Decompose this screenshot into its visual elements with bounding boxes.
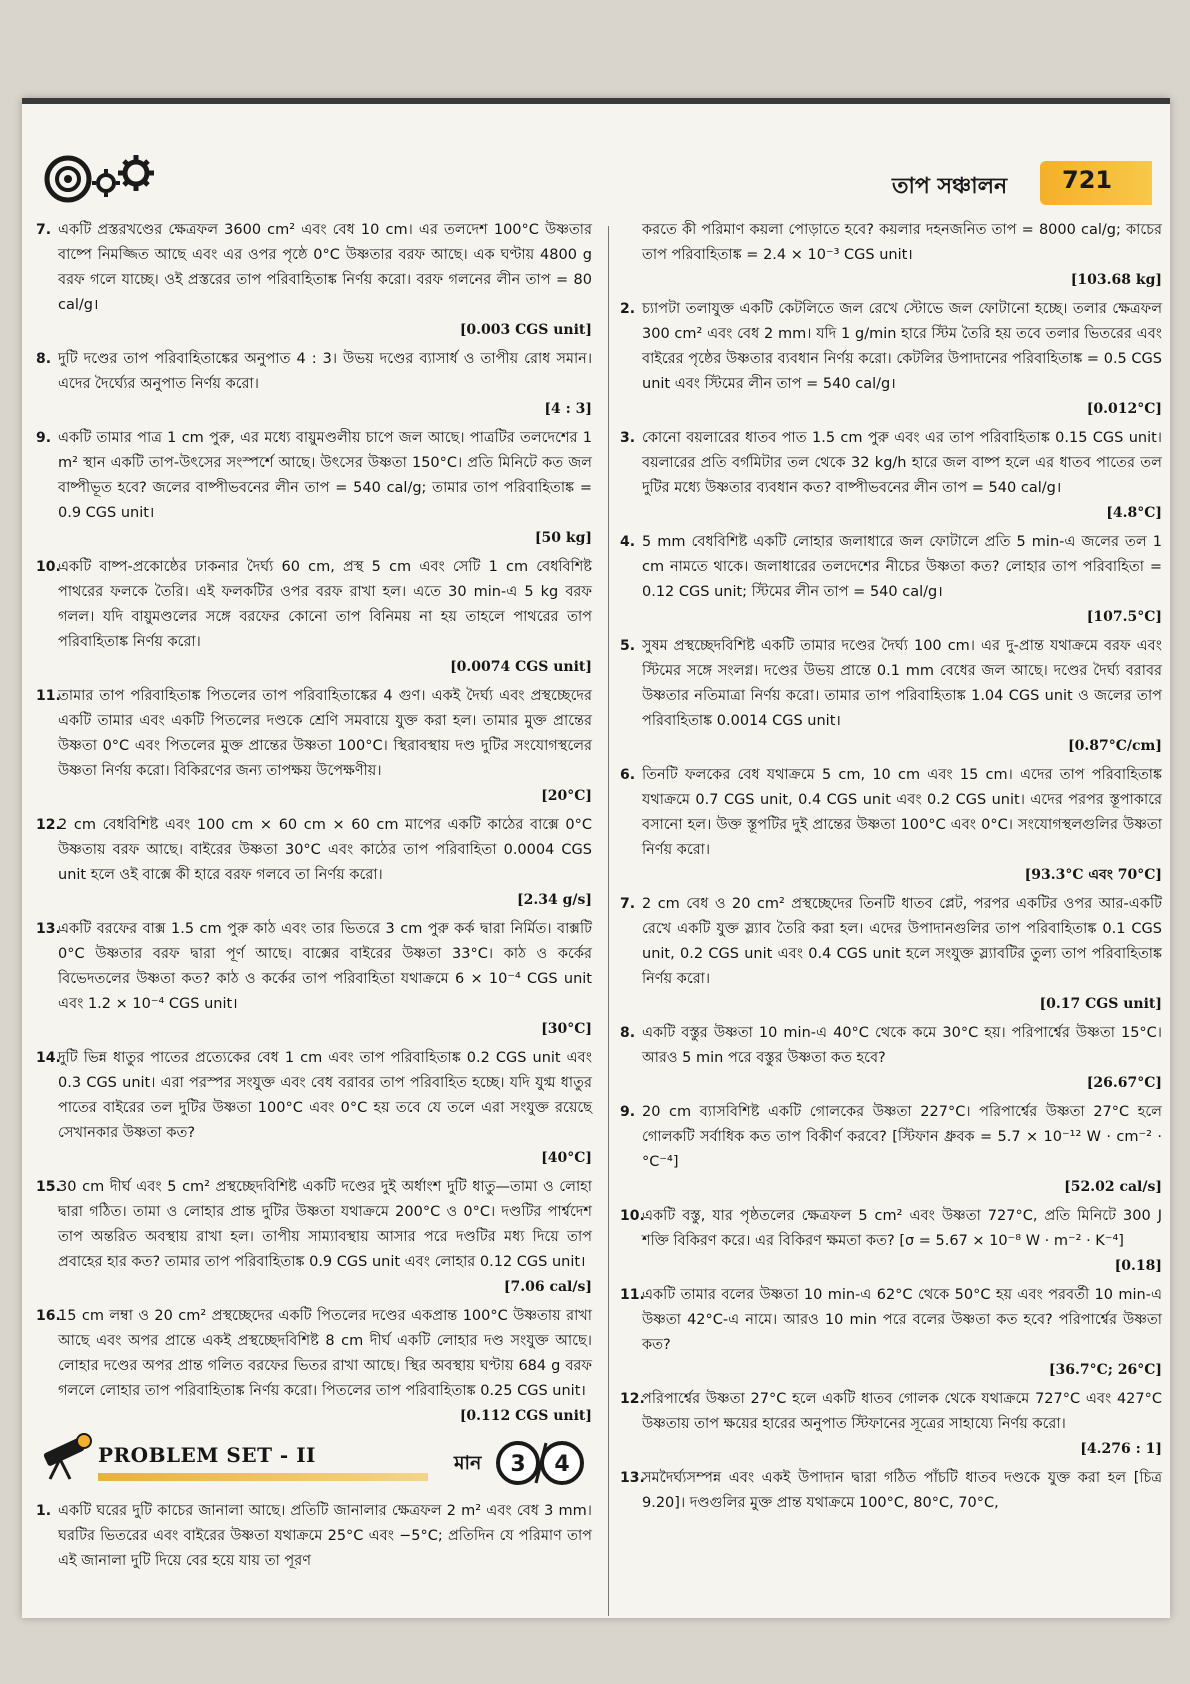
problem-item xyxy=(36,555,592,680)
problem-number: 12. xyxy=(36,817,61,833)
problem-number: 13. xyxy=(36,921,61,937)
problem-item xyxy=(36,813,592,913)
problem-text: একটি তামার বলের উষ্ণতা 10 min-এ 62°C থেকে 50°C হয় এবং পরবর্তী 10 min-এ উষ্ণতা 42°C-এ নামে। আরও 10 min পরে বলের উষ্ণতা কত হবে? পরিপার্শ্বের উষ্ণতা কত? xyxy=(642,1287,1162,1353)
marks-badge xyxy=(496,1439,586,1487)
head-gears-logo-icon xyxy=(44,153,164,205)
marks-value-b: 4 xyxy=(554,1452,570,1477)
problem-answer: [0.112 CGS unit] xyxy=(459,1408,592,1424)
problem-text: একটি বস্তু, যার পৃষ্ঠতলের ক্ষেত্রফল 5 cm² এবং উষ্ণতা 727°C, প্রতি মিনিটে 300 J শক্তি বিকিরণ করে। এর বিকিরণ ক্ষমতা কত? [σ = 5.67 × 10⁻⁸ W · m⁻² · K⁻⁴] xyxy=(642,1208,1162,1249)
problem-set-underline xyxy=(98,1473,428,1481)
problem-answer: [26.67°C] xyxy=(1086,1075,1162,1091)
problem-answer: [52.02 cal/s] xyxy=(1064,1179,1162,1195)
problem-number: 8. xyxy=(620,1025,636,1041)
problem-text: একটি তামার পাত্র 1 cm পুরু, এর মধ্যে বায়ুমণ্ডলীয় চাপে জল আছে। পাত্রটির তলদেশের 1 m² স্থান একটি তাপ-উৎসের সংস্পর্শে আছে। উৎসের উষ্ণতা 150°C। প্রতি মিনিটে কত জল বাষ্পীভূত হবে? জলের বাষ্পীভবনের লীন তাপ = 540 cal/g; তামার তাপ পরিবাহিতাঙ্ক = 0.9 CGS unit। xyxy=(58,430,592,521)
problem-answer: [36.7°C; 26°C] xyxy=(1048,1362,1162,1378)
left-column xyxy=(36,218,592,1578)
problem-answer: [107.5°C] xyxy=(1086,609,1162,625)
problem-number: 10. xyxy=(36,559,61,575)
problem-text: 30 cm দীর্ঘ এবং 5 cm² প্রস্থচ্ছেদবিশিষ্ট একটি দণ্ডের দুই অর্ধাংশ দুটি ধাতু—তামা ও লোহা দ্বারা গঠিত। তামা ও লোহার প্রান্ত দুটির উষ্ণতা যথাক্রমে 200°C ও 0°C। দণ্ডটির পার্শ্বদেশ তাপ অন্তরিত অবস্থায় রাখা হল। তাপীয় সাম্যাবস্থায় আসার পরে দণ্ডটির মধ্য দিয়ে তাপ প্রবাহের হার কত? তামার তাপ পরিবাহিতাঙ্ক 0.9 CGS unit এবং লোহার 0.12 CGS unit। xyxy=(58,1179,592,1270)
page-number: 721 xyxy=(1062,166,1113,194)
problem-answer: [2.34 g/s] xyxy=(516,892,592,908)
problem-number: 10. xyxy=(620,1208,645,1224)
problem-text: তিনটি ফলকের বেধ যথাক্রমে 5 cm, 10 cm এবং 15 cm। এদের তাপ পরিবাহিতাঙ্ক যথাক্রমে 0.7 CGS unit, 0.4 CGS unit এবং 0.2 CGS unit। এদের পরপর স্তূপাকারে বসানো হল। উক্ত স্তূপটির দুই প্রান্তের উষ্ণতা 100°C এবং 0°C। সংযোগস্থলগুলির উষ্ণতা নির্ণয় করো। xyxy=(642,767,1162,858)
book-page xyxy=(22,98,1170,1618)
telescope-icon xyxy=(36,1433,96,1483)
problem-answer: [0.87°C/cm] xyxy=(1068,738,1162,754)
problem-item xyxy=(36,218,592,343)
problem-answer: [0.0074 CGS unit] xyxy=(450,659,592,675)
problem-text: 15 cm লম্বা ও 20 cm² প্রস্থচ্ছেদের একটি পিতলের দণ্ডের একপ্রান্ত 100°C উষ্ণতায় রাখা আছে এবং অপর প্রান্তে একই প্রস্থচ্ছেদবিশিষ্ট 8 cm দীর্ঘ একটি লোহার দণ্ড সংযুক্ত আছে। লোহার দণ্ডের অপর প্রান্ত গলিত বরফের ভিতর রাখা আছে। স্থির অবস্থায় ঘণ্টায় 684 g বরফ গললে লোহার তাপ পরিবাহিতাঙ্ক নির্ণয় করো। পিতলের তাপ পরিবাহিতাঙ্ক 0.25 CGS unit। xyxy=(58,1308,592,1399)
problem-item xyxy=(620,1466,1162,1516)
problem-text: করতে কী পরিমাণ কয়লা পোড়াতে হবে? কয়লার দহনজনিত তাপ = 8000 cal/g; কাচের তাপ পরিবাহিতাঙ্ক = 2.4 × 10⁻³ CGS unit। xyxy=(642,222,1162,263)
marks-value-a: 3 xyxy=(510,1452,526,1477)
problem-answer: [4 : 3] xyxy=(544,401,592,417)
page-header xyxy=(22,153,1170,213)
problem-answer: [50 kg] xyxy=(534,530,592,546)
problem-answer: [7.06 cal/s] xyxy=(503,1279,592,1295)
problem-number: 14. xyxy=(36,1050,61,1066)
problem-number: 16. xyxy=(36,1308,61,1324)
problem-answer: [93.3°C এবং 70°C] xyxy=(1024,867,1162,883)
problem-text: পরিপার্শ্বের উষ্ণতা 27°C হলে একটি ধাতব গোলক থেকে যথাক্রমে 727°C এবং 427°C উষ্ণতায় তাপ ক্ষয়ের হারের অনুপাত স্টিফানের সূত্রের সাহায্যে নির্ণয় করো। xyxy=(642,1391,1162,1432)
problem-number: 11. xyxy=(36,688,61,704)
problem-item xyxy=(36,684,592,809)
problem-item xyxy=(36,426,592,551)
problem-answer: [0.012°C] xyxy=(1086,401,1162,417)
problem-number: 7. xyxy=(36,222,52,238)
problem-answer: [30°C] xyxy=(541,1021,592,1037)
problem-text: একটি প্রস্তরখণ্ডের ক্ষেত্রফল 3600 cm² এবং বেধ 10 cm। এর তলদেশ 100°C উষ্ণতার বাষ্পে নিমজ্জিত আছে এবং এর ওপর পৃষ্ঠে 0°C উষ্ণতার বরফ আছে। এক ঘণ্টায় 4800 g বরফ গলে যাচ্ছে। ওই প্রস্তরের তাপ পরিবাহিতাঙ্ক নির্ণয় করো। বরফ গলনের লীন তাপ = 80 cal/g। xyxy=(58,222,592,313)
column-divider xyxy=(608,226,609,1616)
problem-number: 12. xyxy=(620,1391,645,1407)
problem-number: 6. xyxy=(620,767,636,783)
problem-item xyxy=(36,347,592,422)
problem-text: একটি বরফের বাক্স 1.5 cm পুরু কাঠ এবং তার ভিতরে 3 cm পুরু কর্ক দ্বারা নির্মিত। বাক্সটি 0°C উষ্ণতার বরফ দ্বারা পূর্ণ আছে। বাক্সের বাইরের উষ্ণতা 33°C। কাঠ ও কর্কের বিভেদতলের উষ্ণতা কত? কাঠ ও কর্কের তাপ পরিবাহিতা যথাক্রমে 6 × 10⁻⁴ CGS unit এবং 1.2 × 10⁻⁴ CGS unit। xyxy=(58,921,592,1012)
problem-number: 9. xyxy=(620,1104,636,1120)
problem-text: সুষম প্রস্থচ্ছেদবিশিষ্ট একটি তামার দণ্ডের দৈর্ঘ্য 100 cm। এর দু-প্রান্ত যথাক্রমে বরফ এবং স্টিমের সঙ্গে সংলগ্ন। দণ্ডের উভয় প্রান্তে 0.1 mm বেধের জল আছে। দণ্ডের দৈর্ঘ্য বরাবর উষ্ণতার নতিমাত্রা নির্ণয় করো। তামার তাপ পরিবাহিতাঙ্ক 1.04 CGS unit ও জলের তাপ পরিবাহিতাঙ্ক 0.0014 CGS unit। xyxy=(642,638,1162,729)
problem-answer: [40°C] xyxy=(541,1150,592,1166)
problem-item xyxy=(36,1046,592,1171)
problem-number: 7. xyxy=(620,896,636,912)
problem-set-title: PROBLEM SET - II xyxy=(98,1443,316,1467)
problem-item xyxy=(36,917,592,1042)
problem-text: 20 cm ব্যাসবিশিষ্ট একটি গোলকের উষ্ণতা 227°C। পরিপার্শ্বের উষ্ণতা 27°C হলে গোলকটি সর্বাধিক কত তাপ বিকীর্ণ করবে? [স্টিফান ধ্রুবক = 5.7 × 10⁻¹² W · cm⁻² · °C⁻⁴] xyxy=(642,1104,1162,1170)
problem-item xyxy=(620,1387,1162,1462)
problem-item xyxy=(620,763,1162,888)
problem-answer: [0.18] xyxy=(1114,1258,1162,1274)
problem-number: 8. xyxy=(36,351,52,367)
problem-text: একটি ঘরের দুটি কাচের জানালা আছে। প্রতিটি জানালার ক্ষেত্রফল 2 m² এবং বেধ 3 mm। ঘরটির ভিতরের এবং বাইরের উষ্ণতা যথাক্রমে 25°C এবং −5°C; প্রতিদিন যে পরিমাণ তাপ এই জানালা দুটি দিয়ে বের হয়ে যায় তা পূরণ xyxy=(58,1503,592,1569)
problem-answer: [4.276 : 1] xyxy=(1080,1441,1162,1457)
problem-answer: [0.17 CGS unit] xyxy=(1039,996,1162,1012)
problem-text: একটি বাষ্প-প্রকোষ্ঠের ঢাকনার দৈর্ঘ্য 60 cm, প্রস্থ 5 cm এবং সেটি 1 cm বেধবিশিষ্ট পাথরের ফলকে তৈরি। এই ফলকটির ওপর বরফ রাখা হল। এতে 30 min-এ 5 kg বরফ গলল। যদি বায়ুমণ্ডলের সঙ্গে বরফের কোনো তাপ বিনিময় না হয় তাহলে পাথরের তাপ পরিবাহিতাঙ্ক নির্ণয় করো। xyxy=(58,559,592,650)
problem-answer: [20°C] xyxy=(541,788,592,804)
problem-answer: [0.003 CGS unit] xyxy=(459,322,592,338)
problem-number: 9. xyxy=(36,430,52,446)
problem-item xyxy=(36,1304,592,1429)
problem-item xyxy=(620,297,1162,422)
problem-answer: [4.8°C] xyxy=(1106,505,1162,521)
chapter-title: তাপ সঞ্চালন xyxy=(892,174,1008,199)
problem-text: একটি বস্তুর উষ্ণতা 10 min-এ 40°C থেকে কমে 30°C হয়। পরিপার্শ্বের উষ্ণতা 15°C। আরও 5 min পরে বস্তুর উষ্ণতা কত হবে? xyxy=(642,1025,1162,1066)
problem-number: 2. xyxy=(620,301,636,317)
problem-item xyxy=(36,1175,592,1300)
problem-item xyxy=(620,634,1162,759)
problem-text: তামার তাপ পরিবাহিতাঙ্ক পিতলের তাপ পরিবাহিতাঙ্কের 4 গুণ। একই দৈর্ঘ্য এবং প্রস্থচ্ছেদের একটি তামার এবং একটি পিতলের দণ্ডকে শ্রেণি সমবায়ে যুক্ত করা হল। তামার মুক্ত প্রান্তের উষ্ণতা 0°C এবং পিতলের মুক্ত প্রান্তের উষ্ণতা 100°C। স্থিরাবস্থায় দণ্ড দুটির সংযোগস্থলের উষ্ণতা নির্ণয় করো। বিকিরণের জন্য তাপক্ষয় উপেক্ষণীয়। xyxy=(58,688,592,779)
problem-item xyxy=(620,426,1162,526)
problem-item xyxy=(620,892,1162,1017)
marks-label: মান xyxy=(454,1452,482,1474)
problem-number: 5. xyxy=(620,638,636,654)
problem-item xyxy=(36,1499,592,1574)
problem-text: কোনো বয়লারের ধাতব পাত 1.5 cm পুরু এবং এর তাপ পরিবাহিতাঙ্ক 0.15 CGS unit। বয়লারের প্রতি বর্গমিটার তল থেকে 32 kg/h হারে জল বাষ্প হলে এর ধাতব পাতের তল দুটির মধ্যে উষ্ণতার ব্যবধান কত? বাষ্পীভবনের লীন তাপ = 540 cal/g। xyxy=(642,430,1162,496)
problem-number: 15. xyxy=(36,1179,61,1195)
problem-item xyxy=(620,1204,1162,1279)
problem-answer: [103.68 kg] xyxy=(1070,272,1162,288)
page-top-edge xyxy=(22,98,1170,104)
problem-text: দুটি ভিন্ন ধাতুর পাতের প্রত্যেকের বেধ 1 cm এবং তাপ পরিবাহিতাঙ্ক 0.2 CGS unit এবং 0.3 CGS unit। এরা পরস্পর সংযুক্ত এবং বেধ বরাবর তাপ পরিবাহিত হচ্ছে। যদি যুগ্ম ধাতুর পাতের বাইরের তল দুটির উষ্ণতা 100°C এবং 0°C হয় তবে যে তলে এরা সংযুক্ত রয়েছে সেখানকার উষ্ণতা কত? xyxy=(58,1050,592,1141)
problem-item xyxy=(620,1021,1162,1096)
problem-text: 2 cm বেধ ও 20 cm² প্রস্থচ্ছেদের তিনটি ধাতব প্লেট, পরপর একটির ওপর আর-একটি রেখে একটি যুক্ত স্ল্যাব তৈরি করা হল। এদের উপাদানগুলির তাপ পরিবাহিতাঙ্ক 0.1 CGS unit, 0.2 CGS unit এবং 0.4 CGS unit হলে সংযুক্ত স্ল্যাবটির তুল্য তাপ পরিবাহিতাঙ্ক নির্ণয় করো। xyxy=(642,896,1162,987)
problem-text: 5 mm বেধবিশিষ্ট একটি লোহার জলাধারে জল ফোটালে প্রতি 5 min-এ জলের তল 1 cm নামতে থাকে। জলাধারের তলদেশের নীচের উষ্ণতা কত? লোহার তাপ পরিবাহিতা = 0.12 CGS unit; স্টিমের লীন তাপ = 540 cal/g। xyxy=(642,534,1162,600)
problem-number: 3. xyxy=(620,430,636,446)
right-column xyxy=(620,218,1162,1524)
problem-text: দুটি দণ্ডের তাপ পরিবাহিতাঙ্কের অনুপাত 4 : 3। উভয় দণ্ডের ব্যাসার্ধ ও তাপীয় রোধ সমান। এদের দৈর্ঘ্যের অনুপাত নির্ণয় করো। xyxy=(58,351,592,392)
problem-number: 1. xyxy=(36,1503,52,1519)
problem-item xyxy=(620,530,1162,630)
problem-number: 13. xyxy=(620,1470,645,1486)
problem-item xyxy=(620,1283,1162,1383)
problem-text: 2 cm বেধবিশিষ্ট এবং 100 cm × 60 cm × 60 cm মাপের একটি কাঠের বাক্সে 0°C উষ্ণতায় বরফ আছে। বাইরের উষ্ণতা 30°C এবং কাঠের তাপ পরিবাহিতা 0.0004 CGS unit হলে ওই বাক্সে কী হারে বরফ গলবে তা নির্ণয় করো। xyxy=(58,817,592,883)
problem-text: চ্যাপটা তলাযুক্ত একটি কেটলিতে জল রেখে স্টোভে জল ফোটানো হচ্ছে। তলার ক্ষেত্রফল 300 cm² এবং বেধ 2 mm। যদি 1 g/min হারে স্টিম তৈরি হয় তবে তলার ভিতরের এবং বাইরের পৃষ্ঠের উষ্ণতার ব্যবধান নির্ণয় করো। কেটলির উপাদানের পরিবাহিতাঙ্ক = 0.5 CGS unit এবং স্টিমের লীন তাপ = 540 cal/g। xyxy=(642,301,1162,392)
problem-text: সমদৈর্ঘ্যসম্পন্ন এবং একই উপাদান দ্বারা গঠিত পাঁচটি ধাতব দণ্ডকে যুক্ত করা হল [চিত্র 9.20]। দণ্ডগুলির মুক্ত প্রান্ত যথাক্রমে 100°C, 80°C, 70°C, xyxy=(642,1470,1162,1511)
problem-number: 4. xyxy=(620,534,636,550)
problem-set-header xyxy=(36,1433,592,1493)
problem-number: 11. xyxy=(620,1287,645,1303)
problem-continuation xyxy=(620,218,1162,293)
problem-item xyxy=(620,1100,1162,1200)
